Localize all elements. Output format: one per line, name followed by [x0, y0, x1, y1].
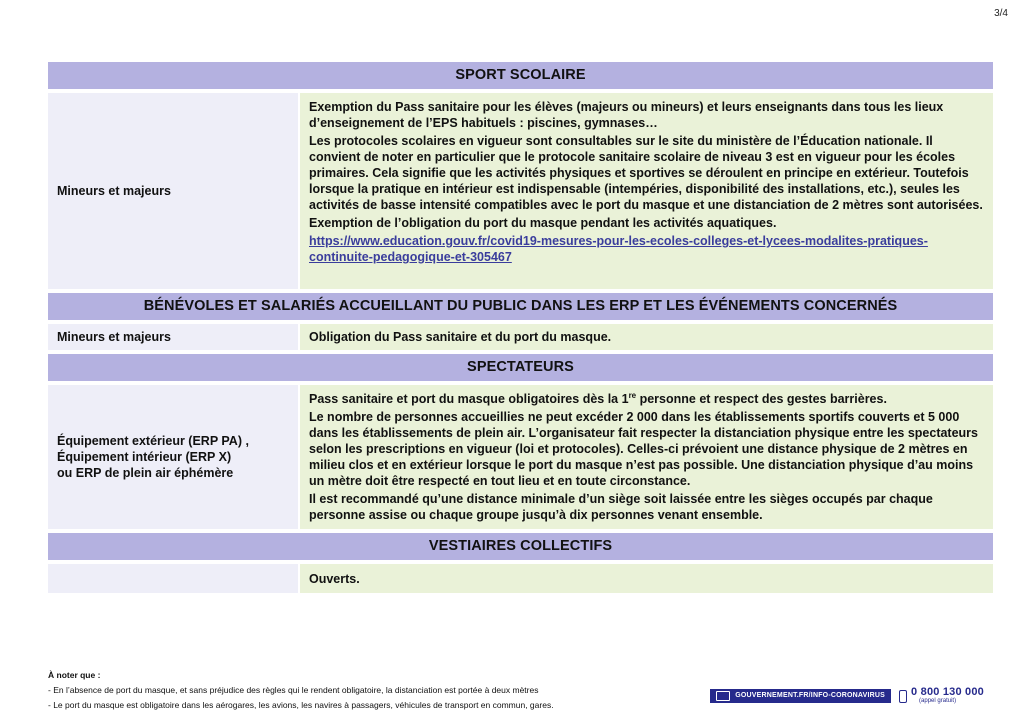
paragraph: Le nombre de personnes accueillies ne peut excéder 2 000 dans les établissements sportifs couverts et 5 000 dans les établissements de plein air. L’organisateur fait respecter la distanciation physique entre les spectateurs selon les prescriptions en vigueur (loi et protocoles). Celles-ci prévoient une distance physique de 2 mètres en milieu clos et en extérieur lorsque le port du masque n’est pas possible. Une distanciation physique d’au moins un mètre doit être respecté en tout lieu et en toute circonstance. [309, 410, 978, 488]
section-header-vestiaires: VESTIAIRES COLLECTIFS [48, 533, 993, 560]
row-label: Mineurs et majeurs [48, 93, 298, 289]
gov-badge[interactable] [710, 689, 891, 703]
table-row [48, 564, 993, 593]
section-header-spectateurs: SPECTATEURS [48, 354, 993, 381]
phone-number: 0 800 130 000 [911, 686, 984, 698]
table-row [48, 93, 993, 289]
paragraph: Pass sanitaire et port du masque obligatoires dès la 1re personne et respect des gestes barrières. [309, 390, 887, 406]
gov-badge-text: GOUVERNEMENT.FR/INFO-CORONAVIRUS [735, 692, 886, 699]
paragraph: Exemption de l’obligation du port du masque pendant les activités aquatiques. [309, 216, 777, 230]
table-row [48, 324, 993, 350]
paragraph: Les protocoles scolaires en vigueur sont consultables sur le site du ministère de l’Éducation nationale. Il convient de noter en particulier que le protocole sanitaire scolaire de niveau 3 est en vigueur pour les écoles primaires. Cela signifie que les activités physiques et sportives se déroulent en principe en extérieur. Toutefois lorsque la pratique en intérieur est indispensable (intempéries, disponibilité des installations, etc.), seules les activités de basse intensité compatibles avec le port du masque et une distanciation de 2 mètres sont autorisées. [309, 134, 983, 212]
notes [48, 668, 554, 713]
section-header-benevoles: BÉNÉVOLES ET SALARIÉS ACCUEILLANT DU PUBLIC DANS LES ERP ET LES ÉVÉNEMENTS CONCERNÉS [48, 293, 993, 320]
row-content: Ouverts. [300, 564, 993, 593]
phone-block [899, 687, 984, 705]
row-content [300, 93, 993, 289]
page-number: 3/4 [994, 8, 1008, 19]
row-label [48, 385, 298, 529]
paragraph: Exemption du Pass sanitaire pour les élèves (majeurs ou mineurs) et leurs enseignants dans tous les lieux d’enseignement de l’EPS habituels : piscines, gymnases… [309, 100, 944, 130]
footer [710, 687, 984, 705]
notes-title: À noter que : [48, 670, 101, 680]
rules-table [48, 62, 993, 597]
row-content: Obligation du Pass sanitaire et du port du masque. [300, 324, 993, 350]
section-header-sport-scolaire: SPORT SCOLAIRE [48, 62, 993, 89]
row-label-line: ou ERP de plein air éphémère [57, 466, 234, 480]
note-item: - En l’absence de port du masque, et sans préjudice des règles qui le rendent obligatoire, la distanciation est portée à deux mètres [48, 685, 539, 695]
education-link[interactable]: https://www.education.gouv.fr/covid19-mesures-pour-les-ecoles-colleges-et-lycees-modalites-pratiques-continuite-pedagogique-et-305467 [309, 234, 928, 264]
laptop-icon [716, 691, 730, 701]
row-label [48, 564, 298, 593]
note-item: - Le port du masque est obligatoire dans les aérogares, les avions, les navires à passagers, véhicules de transport en commun, gares. [48, 700, 554, 710]
paragraph: Il est recommandé qu’une distance minimale d’un siège soit laissée entre les sièges occupés par chaque personne assise ou chaque groupe jusqu’à dix personnes venant ensemble. [309, 492, 933, 522]
table-row [48, 385, 993, 529]
row-label-line: Équipement extérieur (ERP PA) , [57, 434, 249, 448]
row-content [300, 385, 993, 529]
row-label: Mineurs et majeurs [48, 324, 298, 350]
row-label-line: Équipement intérieur (ERP X) [57, 450, 232, 464]
phone-sub: (appel gratuit) [919, 698, 957, 704]
phone-icon [899, 690, 907, 703]
